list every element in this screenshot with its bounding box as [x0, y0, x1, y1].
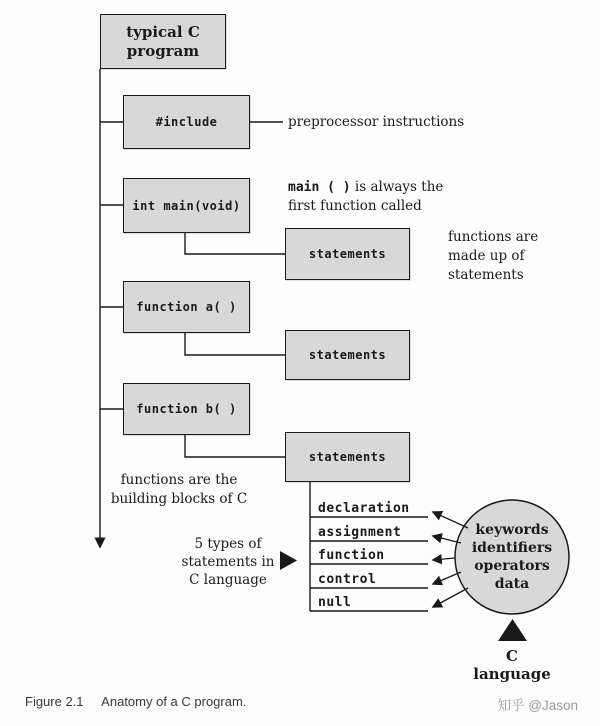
note-building-blocks: functions are the building blocks of C [110, 472, 248, 507]
statement-type-control: control [318, 572, 377, 587]
statement-type-function: function [318, 548, 385, 563]
note-main [288, 178, 463, 216]
five-types-pointer-icon [280, 551, 297, 570]
statements-label: statements [308, 450, 387, 464]
note-main-rest: is always the [354, 179, 444, 195]
note-made-up-of-statements: functions are made up of statements [448, 229, 539, 283]
box-statements-1 [285, 228, 410, 280]
note-preprocessor: preprocessor instructions [288, 114, 465, 130]
box-include [123, 95, 250, 149]
typical-c-program-label: typical C program [126, 22, 200, 60]
box-int-main [123, 178, 250, 233]
note-main-code: main ( ) [288, 180, 351, 195]
int-main-label: int main(void) [132, 198, 241, 213]
box-statements-2 [285, 330, 410, 380]
note-main-line2: first function called [288, 198, 422, 214]
box-statements-3 [285, 432, 410, 482]
function-b-label: function b( ) [136, 402, 237, 416]
keywords-circle-text: keywords identifiers operators data [471, 522, 553, 592]
statement-type-null: null [318, 595, 352, 610]
figure-title: Anatomy of a C program. [101, 694, 247, 709]
function-a-label: function a( ) [136, 300, 237, 314]
statements-label: statements [308, 247, 387, 261]
box-function-a [123, 281, 250, 333]
box-typical-c-program [100, 14, 226, 69]
statements-label: statements [308, 348, 387, 362]
c-language-pointer-icon [498, 619, 527, 641]
include-label: #include [155, 115, 218, 129]
c-language-label: C language [473, 647, 551, 683]
figure-caption [25, 694, 246, 709]
watermark: 知乎 @Jason [497, 698, 578, 713]
box-function-b [123, 383, 250, 435]
figure-number: Figure 2.1 [25, 694, 84, 709]
statement-type-assignment: assignment [318, 525, 402, 540]
note-five-types: 5 types of statements in C language [181, 536, 275, 588]
statement-type-declaration: declaration [318, 501, 410, 516]
